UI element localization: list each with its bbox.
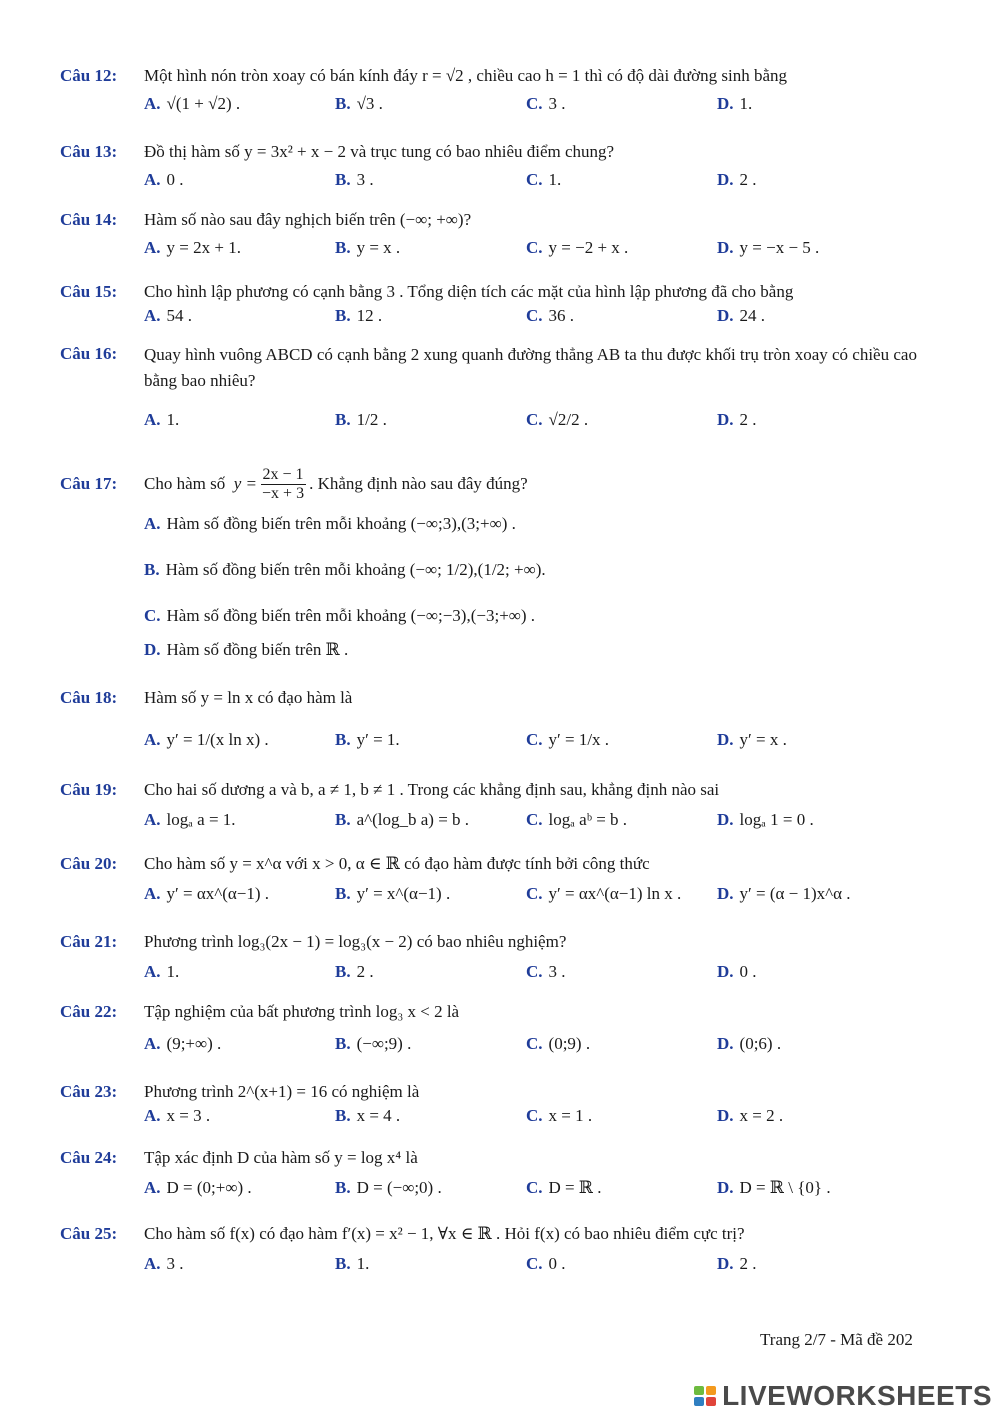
option-a[interactable]: A. (9;+∞) . [144,1034,222,1053]
question-text: . Khẳng định nào sau đây đúng? [309,474,528,494]
question-text: Quay hình vuông ABCD có cạnh bằng 2 xung quanh đường thẳng AB ta thu được khối trụ tròn xoay có chiều cao bằng bao nhiêu? [144,345,917,390]
option-a[interactable]: A. y′ = 1/(x ln x) . [144,730,269,749]
question-number: Câu 23: [60,1082,118,1101]
question-number: Câu 21: [60,932,118,951]
question-number: Câu 13: [60,142,118,161]
option-b[interactable]: B. a^(log_b a) = b . [335,810,470,829]
question-text: Một hình nón tròn xoay có bán kính đáy r = √2 , chiều cao h = 1 thì có độ dài đường sinh bằng [144,66,788,85]
option-b[interactable]: B. 12 . [335,306,383,325]
option-c[interactable]: C. 1. [526,170,562,189]
option-a[interactable]: A. x = 3 . [144,1106,211,1125]
option-d[interactable]: D. y′ = x . [717,730,787,749]
option-d[interactable]: D. 2 . [717,170,757,189]
option-c[interactable]: C. x = 1 . [526,1106,593,1125]
option-b[interactable]: B. y = x . [335,238,401,257]
question-number: Câu 17: [60,474,118,494]
question-text: Cho hình lập phương có cạnh bằng 3 . Tổng diện tích các mặt của hình lập phương đã cho bằng [144,282,794,301]
question-24 [60,1146,950,1200]
question-text: Tập xác định D của hàm số y = log x⁴ là [144,1148,418,1167]
option-b[interactable]: B. 1. [335,1254,370,1273]
question-number: Câu 18: [60,688,118,707]
option-b[interactable]: B. (−∞;9) . [335,1034,412,1053]
option-c[interactable]: C. √2/2 . [526,410,589,429]
question-text: Phương trình log₃(2x − 1) = log₃(x − 2) có bao nhiêu nghiệm? [144,932,567,951]
question-15 [60,280,950,328]
question-17: Câu 17: Cho hàm số y = $\frac{2x - 1}{-x + 3}$ . Khẳng định nào sau đây đúng? A. Hàm số đồng biến trên mỗi khoảng (−∞;3),(3;+∞) . B. Hàm số đồng biến trên mỗi khoảng (−∞; 1/2),(1/2; +∞). C. Hàm số đồng biến trên mỗi khoảng (−∞;−3),(−3;+∞) . D. Hàm số đồng biến trên ℝ . [60,466,950,662]
option-d[interactable]: D. x = 2 . [717,1106,784,1125]
option-c[interactable]: C. y = −2 + x . [526,238,629,257]
option-b[interactable]: B. D = (−∞;0) . [335,1178,442,1197]
question-text: Đồ thị hàm số y = 3x² + x − 2 và trục tung có bao nhiêu điểm chung? [144,142,615,161]
option-b[interactable]: B. y′ = 1. [335,730,400,749]
option-a[interactable]: A. 1. [144,410,180,429]
option-b[interactable]: B. √3 . [335,94,383,113]
option-b[interactable]: B. 1/2 . [335,410,387,429]
logo-text: LIVEWORKSHEETS [722,1380,992,1411]
option-c[interactable]: C. y′ = αx^(α−1) ln x . [526,884,682,903]
question-text: Cho hàm số f(x) có đạo hàm f′(x) = x² − 1, ∀x ∈ ℝ . Hỏi f(x) có bao nhiêu điểm cực trị? [144,1224,745,1243]
page-footer: Trang 2/7 - Mã đề 202 [760,1330,913,1349]
option-b[interactable]: B. 2 . [335,962,374,981]
question-20 [60,852,950,906]
question-text: Hàm số y = ln x có đạo hàm là [144,688,353,707]
question-number: Câu 15: [60,282,118,301]
option-c[interactable]: C. y′ = 1/x . [526,730,610,749]
option-c[interactable]: C. 36 . [526,306,575,325]
option-d[interactable]: D. Hàm số đồng biến trên ℝ . [144,640,349,660]
question-number: Câu 14: [60,210,118,229]
option-a[interactable]: A. logₐ a = 1. [144,810,236,829]
option-b[interactable]: B. Hàm số đồng biến trên mỗi khoảng (−∞; 1/2),(1/2; +∞). [144,560,546,580]
option-a[interactable]: A. Hàm số đồng biến trên mỗi khoảng (−∞;3),(3;+∞) . [144,514,516,534]
option-d[interactable]: D. 0 . [717,962,757,981]
option-d[interactable]: D. y = −x − 5 . [717,238,820,257]
question-19 [60,778,950,832]
question-16 [60,342,950,432]
question-23 [60,1080,950,1128]
question-text: Cho hai số dương a và b, a ≠ 1, b ≠ 1 . Trong các khẳng định sau, khẳng định nào sai [144,780,720,799]
option-a[interactable]: A. √(1 + √2) . [144,94,241,113]
question-21 [60,930,950,984]
function-fraction: $\frac{2x - 1}{-x + 3}$ [262,466,305,502]
question-number: Câu 22: [60,1002,118,1021]
question-12 [60,64,950,116]
question-text: Tập nghiệm của bất phương trình log₃ x < 2 là [144,1002,460,1021]
question-number: Câu 20: [60,854,118,873]
option-c[interactable]: C. logₐ aᵇ = b . [526,810,628,829]
option-c[interactable]: C. 3 . [526,962,566,981]
question-number: Câu 25: [60,1224,118,1243]
option-b[interactable]: B. y′ = x^(α−1) . [335,884,451,903]
option-d[interactable]: D. 1. [717,94,753,113]
option-b[interactable]: B. x = 4 . [335,1106,401,1125]
question-text: Phương trình 2^(x+1) = 16 có nghiệm là [144,1082,420,1101]
question-13 [60,140,950,192]
question-text: Cho hàm số y = x^α với x > 0, α ∈ ℝ có đạo hàm được tính bởi công thức [144,854,650,873]
option-a[interactable]: A. D = (0;+∞) . [144,1178,252,1197]
option-a[interactable]: A. 0 . [144,170,184,189]
question-number: Câu 12: [60,66,118,85]
question-25 [60,1222,950,1276]
option-a[interactable]: A. 1. [144,962,180,981]
option-a[interactable]: A. 3 . [144,1254,184,1273]
option-c[interactable]: C. (0;9) . [526,1034,591,1053]
option-d[interactable]: D. 2 . [717,410,757,429]
question-18 [60,686,950,752]
logo-icon [694,1386,716,1406]
option-c[interactable]: C. D = ℝ . [526,1178,602,1197]
option-c[interactable]: C. Hàm số đồng biến trên mỗi khoảng (−∞;−3),(−3;+∞) . [144,606,536,626]
question-number: Câu 19: [60,780,118,799]
question-text: Hàm số nào sau đây nghịch biến trên (−∞; +∞)? [144,210,472,229]
option-a[interactable]: A. y = 2x + 1. [144,238,241,257]
option-d[interactable]: D. (0;6) . [717,1034,782,1053]
question-22 [60,1000,950,1056]
option-d[interactable]: D. y′ = (α − 1)x^α . [717,884,851,903]
option-d[interactable]: D. 2 . [717,1254,757,1273]
liveworksheets-logo [694,1380,992,1412]
option-d[interactable]: D. logₐ 1 = 0 . [717,810,814,829]
question-number: Câu 24: [60,1148,118,1167]
option-a[interactable]: A. y′ = αx^(α−1) . [144,884,270,903]
option-b[interactable]: B. 3 . [335,170,374,189]
option-c[interactable]: C. 0 . [526,1254,566,1273]
option-c[interactable]: C. 3 . [526,94,566,113]
option-a[interactable]: A. 54 . [144,306,193,325]
question-number: Câu 16: [60,344,118,363]
option-d[interactable]: D. 24 . [717,306,766,325]
question-14 [60,208,950,260]
option-d[interactable]: D. D = ℝ \ {0} . [717,1178,831,1197]
